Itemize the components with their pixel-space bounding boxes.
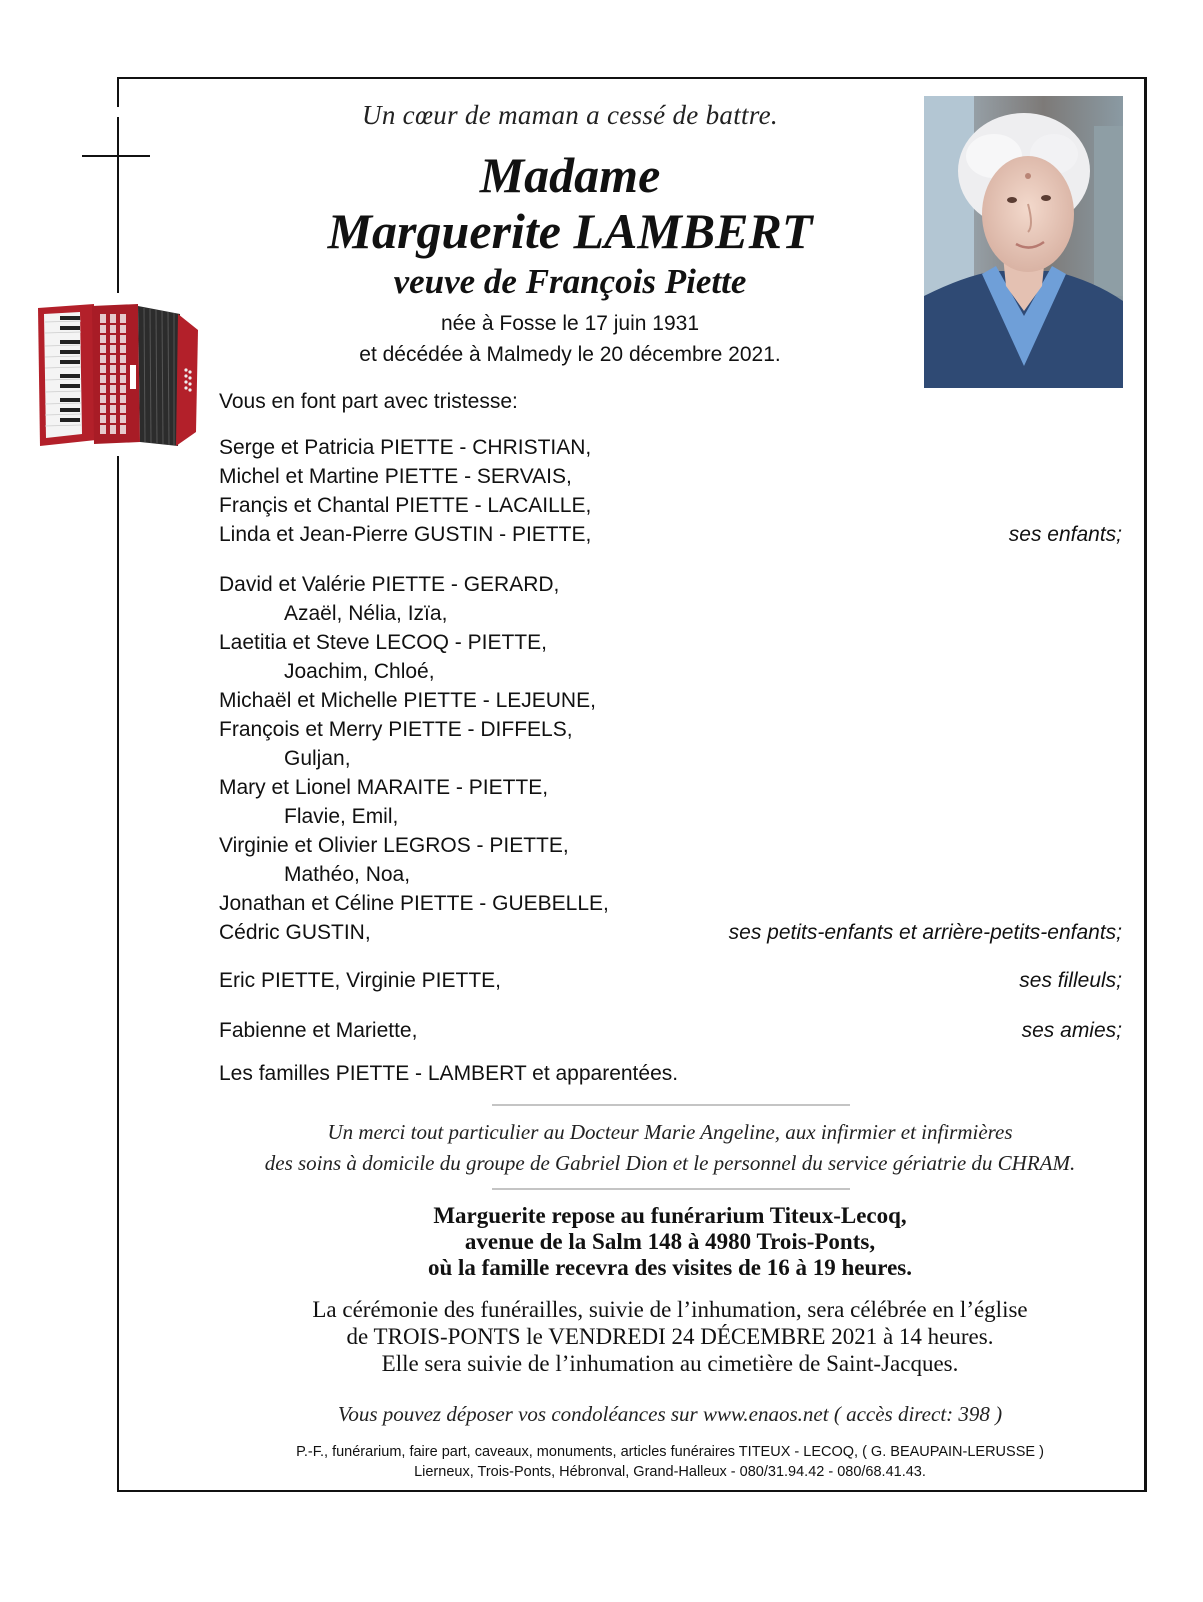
birth-info: née à Fosse le 17 juin 1931 <box>440 312 700 335</box>
family-member-names: Michel et Martine PIETTE - SERVAIS, <box>219 465 572 488</box>
widow-of: veuve de François Piette <box>393 262 747 301</box>
family-row <box>219 433 1122 462</box>
grandchildren-names: Flavie, Emil, <box>284 805 399 828</box>
separator <box>492 1188 850 1190</box>
frame-left-border <box>117 77 119 107</box>
relation-label: ses enfants; <box>1008 523 1122 546</box>
grandchildren-names: Azaël, Nélia, Izïa, <box>284 602 448 625</box>
ceremony-line: La cérémonie des funérailles, suivie de l’inhumation, sera célébrée en l’église <box>312 1297 1028 1322</box>
family-member-names: Mary et Lionel MARAITE - PIETTE, <box>219 776 549 799</box>
family-row <box>219 831 1122 860</box>
family-row <box>219 599 1122 628</box>
thanks-line: Un merci tout particulier au Docteur Marie Angeline, aux infirmier et infirmières <box>327 1120 1013 1144</box>
family-row <box>219 715 1122 744</box>
family-row <box>219 1016 1122 1045</box>
family-member-names: Virginie et Olivier LEGROS - PIETTE, <box>219 834 569 857</box>
grandchildren-names: Guljan, <box>284 747 351 770</box>
family-member-names: Laetitia et Steve LECOQ - PIETTE, <box>219 631 547 654</box>
family-member-names: Cédric GUSTIN, <box>219 921 371 944</box>
family-row <box>219 966 1122 995</box>
deceased-name: Marguerite LAMBERT <box>327 203 813 259</box>
relation-label: ses filleuls; <box>1019 969 1122 992</box>
condolences-note: Vous pouvez déposer vos condoléances sur www.enaos.net ( accès direct: 398 ) <box>337 1402 1003 1426</box>
frame-top-border <box>117 77 1146 79</box>
repose-line: Marguerite repose au funérarium Titeux-Lecoq, <box>433 1203 907 1228</box>
grandchildren-names: Joachim, Chloé, <box>284 660 435 683</box>
deceased-honorific: Madame <box>479 147 661 203</box>
family-member-names: Michaël et Michelle PIETTE - LEJEUNE, <box>219 689 596 712</box>
repose-line: avenue de la Salm 148 à 4980 Trois-Ponts, <box>464 1229 876 1254</box>
frame-left-border <box>117 456 119 1492</box>
family-member-names: Françis et Chantal PIETTE - LACAILLE, <box>219 494 592 517</box>
family-member-names: David et Valérie PIETTE - GERARD, <box>219 573 560 596</box>
family-row <box>219 918 1122 947</box>
family-row <box>219 657 1122 686</box>
repose-line: où la famille recevra des visites de 16 à 19 heures. <box>428 1255 912 1280</box>
ceremony-line: de TROIS-PONTS le VENDREDI 24 DÉCEMBRE 2021 à 14 heures. <box>346 1324 994 1349</box>
accordion-illustration <box>32 300 202 448</box>
family-member-names: Eric PIETTE, Virginie PIETTE, <box>219 969 502 992</box>
ceremony-line: Elle sera suivie de l’inhumation au cimetière de Saint-Jacques. <box>381 1351 959 1376</box>
family-member-names: Linda et Jean-Pierre GUSTIN - PIETTE, <box>219 523 592 546</box>
relation-label: ses petits-enfants et arrière-petits-enfants; <box>728 921 1122 944</box>
footer-line: Lierneux, Trois-Ponts, Hébronval, Grand-Halleux - 080/31.94.42 - 080/68.41.43. <box>414 1464 926 1480</box>
relation-label: ses amies; <box>1021 1019 1122 1042</box>
death-info: et décédée à Malmedy le 20 décembre 2021. <box>359 343 781 366</box>
cross-icon-bar <box>82 155 150 157</box>
grandchildren-names: Mathéo, Noa, <box>284 863 411 886</box>
separator <box>492 1104 850 1106</box>
family-row <box>219 744 1122 773</box>
family-row <box>219 462 1122 491</box>
family-row <box>219 802 1122 831</box>
family-row <box>219 686 1122 715</box>
family-member-names: Fabienne et Mariette, <box>219 1019 418 1042</box>
family-row <box>219 860 1122 889</box>
footer-line: P.-F., funérarium, faire part, caveaux, monuments, articles funéraires TITEUX - LECOQ, ( G. BEAUPAIN-LERUSSE ) <box>296 1444 1044 1460</box>
frame-bottom-border <box>117 1490 1147 1492</box>
funeral-home-footer <box>200 1442 1140 1482</box>
frame-right-border <box>1144 77 1147 1492</box>
family-member-names: Jonathan et Céline PIETTE - GUEBELLE, <box>219 892 609 915</box>
family-row <box>219 628 1122 657</box>
extended-families: Les familles PIETTE - LAMBERT et apparentées. <box>219 1062 679 1085</box>
announcement-intro: Vous en font part avec tristesse: <box>219 390 518 413</box>
thanks-line: des soins à domicile du groupe de Gabriel Dion et le personnel du service gériatrie du CHRAM. <box>264 1151 1076 1175</box>
cross-icon <box>117 117 119 293</box>
family-row <box>219 773 1122 802</box>
family-row <box>219 570 1122 599</box>
family-row <box>219 520 1122 549</box>
family-member-names: Serge et Patricia PIETTE - CHRISTIAN, <box>219 436 592 459</box>
epigraph: Un cœur de maman a cessé de battre. <box>362 100 778 130</box>
portrait-photo <box>924 96 1123 388</box>
family-row <box>219 491 1122 520</box>
family-row <box>219 889 1122 918</box>
family-member-names: François et Merry PIETTE - DIFFELS, <box>219 718 573 741</box>
